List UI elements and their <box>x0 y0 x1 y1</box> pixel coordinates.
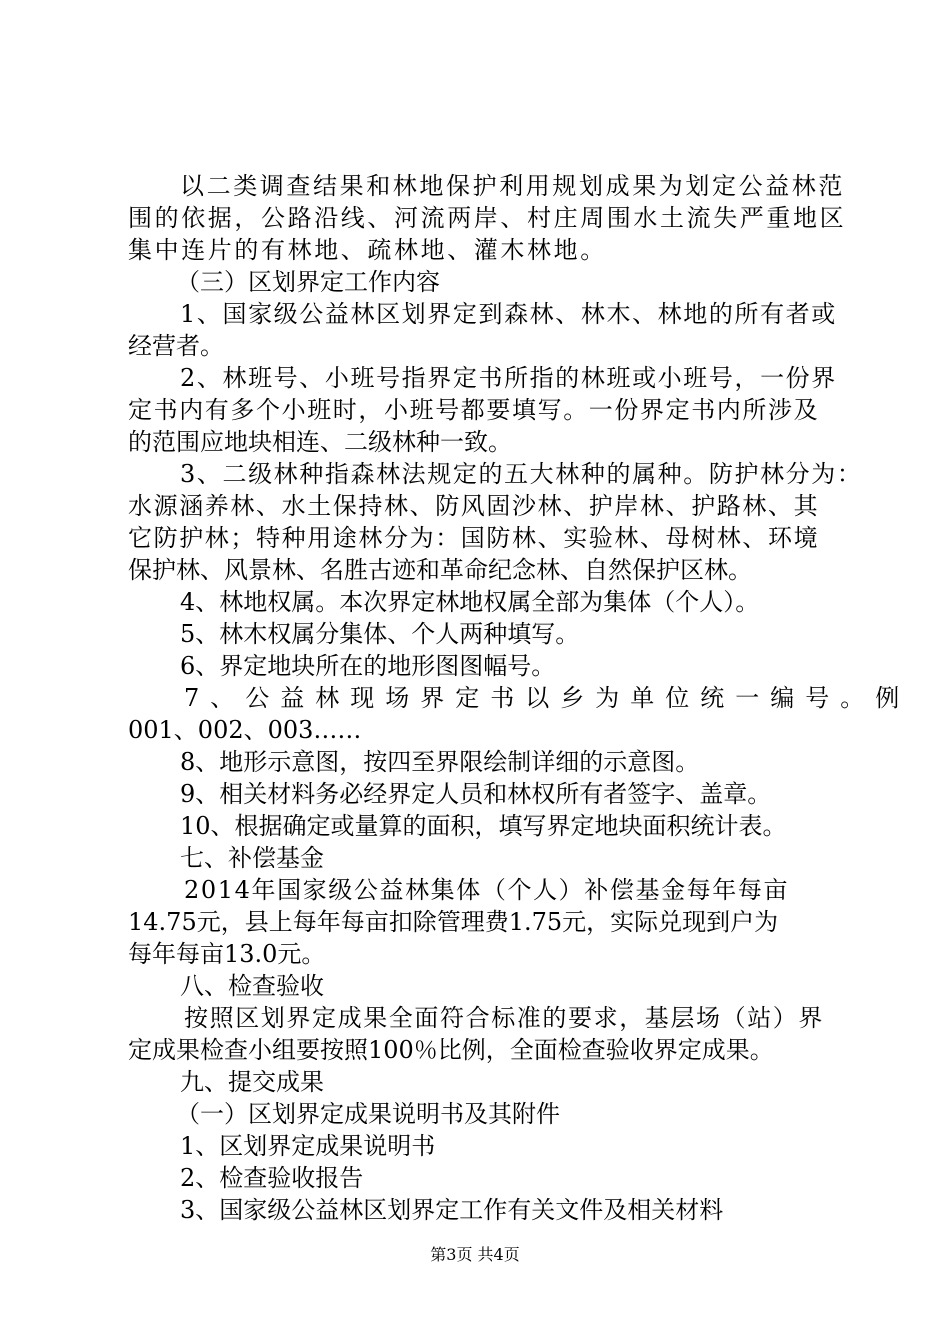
list-item: 2、检查验收报告 <box>180 1164 364 1192</box>
paragraph-line: 它防护林；特种用途林分为：国防林、实验林、母树林、环境 <box>128 524 820 552</box>
list-item: 1、区划界定成果说明书 <box>180 1132 436 1160</box>
section-heading: 八、检查验收 <box>180 972 324 1000</box>
paragraph-line: 以二类调查结果和林地保护利用规划成果为划定公益林范 <box>180 172 845 200</box>
paragraph-line: 经营者。 <box>128 332 224 360</box>
list-item: 7、公益林现场界定书以乡为单位统一编号。例 <box>184 684 911 712</box>
list-item: 10、根据确定或量算的面积，填写界定地块面积统计表。 <box>180 812 787 840</box>
paragraph-line: 每年每亩13.0元。 <box>128 940 326 968</box>
list-item: 1、国家级公益林区划界定到森林、林木、林地的所有者或 <box>180 300 837 328</box>
list-item: 6、界定地块所在的地形图图幅号。 <box>180 652 556 680</box>
paragraph-line: 定成果检查小组要按照100％比例，全面检查验收界定成果。 <box>128 1036 774 1064</box>
paragraph-line: 14.75元，县上每年每亩扣除管理费1.75元，实际兑现到户为 <box>128 908 779 936</box>
paragraph-line: 的范围应地块相连、二级林种一致。 <box>128 428 512 456</box>
section-heading: （三）区划界定工作内容 <box>176 268 440 296</box>
list-item: 8、地形示意图，按四至界限绘制详细的示意图。 <box>180 748 700 776</box>
paragraph-line: 围的依据，公路沿线、河流两岸、村庄周围水土流失严重地区 <box>128 204 847 232</box>
list-item: 5、林木权属分集体、个人两种填写。 <box>180 620 580 648</box>
paragraph-line: 2014年国家级公益林集体（个人）补偿基金每年每亩 <box>184 876 790 904</box>
paragraph-line: 水源涵养林、水土保持林、防风固沙林、护岸林、护路林、其 <box>128 492 820 520</box>
page-footer <box>0 1244 950 1266</box>
document-body <box>128 170 911 1226</box>
paragraph-line: 001、002、003…… <box>128 716 362 744</box>
paragraph-line: 按照区划界定成果全面符合标准的要求，基层场（站）界 <box>184 1004 824 1032</box>
section-heading: 九、提交成果 <box>180 1068 324 1096</box>
list-item: 2、林班号、小班号指界定书所指的林班或小班号，一份界 <box>180 364 837 392</box>
section-heading: （一）区划界定成果说明书及其附件 <box>176 1100 560 1128</box>
section-heading: 七、补偿基金 <box>180 844 324 872</box>
list-item: 9、相关材料务必经界定人员和林权所有者签字、盖章。 <box>180 780 772 808</box>
list-item: 3、二级林种指森林法规定的五大林种的属种。防护林分为： <box>180 460 863 488</box>
list-item: 4、林地权属。本次界定林地权属全部为集体（个人）。 <box>180 588 760 616</box>
list-item: 3、国家级公益林区划界定工作有关文件及相关材料 <box>180 1196 724 1224</box>
paragraph-line: 保护林、风景林、名胜古迹和革命纪念林、自然保护区林。 <box>128 556 752 584</box>
paragraph-line: 集中连片的有林地、疏林地、灌木林地。 <box>128 236 607 264</box>
page-number: 第3页 共4页 <box>430 1245 520 1264</box>
paragraph-line: 定书内有多个小班时，小班号都要填写。一份界定书内所涉及 <box>128 396 820 424</box>
